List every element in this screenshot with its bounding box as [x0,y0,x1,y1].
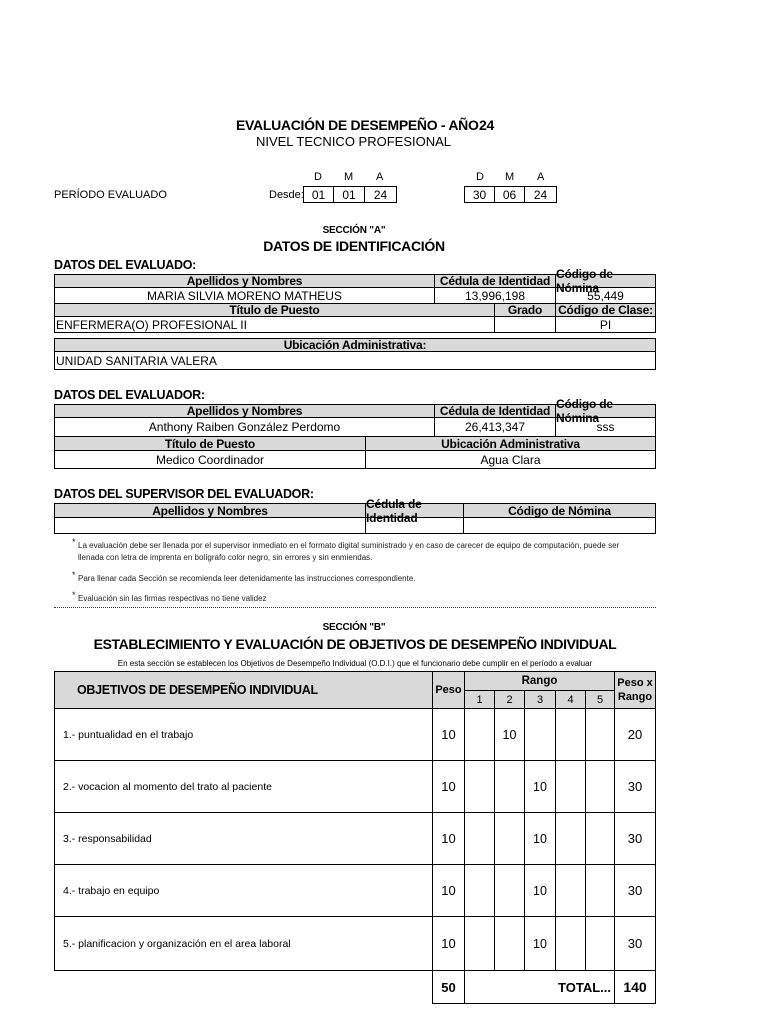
sum-peso: 50 [432,970,465,1004]
obj-h-peso: Peso [432,671,465,709]
col-label-a: A [376,171,384,183]
objetivo-rango-5 [585,812,615,865]
objetivo-total: 30 [614,864,656,917]
evaluado-cedula: 13,996,198 [434,287,556,304]
col-label-m: M [344,171,354,183]
col-label-d: D [314,171,322,183]
obj-h-rango-3: 3 [524,690,556,709]
total-value: 140 [614,970,656,1004]
obj-h-rango-1: 1 [464,690,495,709]
evaluado-grado [494,316,556,333]
objetivo-peso: 10 [432,708,465,761]
objetivo-rango-1 [464,760,495,813]
objetivo-rango-3: 10 [524,812,556,865]
objetivo-rango-2: 10 [494,708,525,761]
hasta-mes: 06 [494,186,525,203]
objetivo-total: 30 [614,760,656,813]
evaluado-ubicacion: UNIDAD SANITARIA VALERA [54,351,656,370]
supervisor-cedula [365,517,464,534]
objetivo-rango-3: 10 [524,916,556,971]
note-3: Evaluación sin las firmas respectivas no tiene validez [78,594,267,603]
objetivo-text: 5.- planificacion y organización en el area laboral [54,916,433,971]
note-asterisk: * [72,537,76,547]
hasta-dia: 30 [464,186,495,203]
seccion-b-label: SECCIÓN "B" [322,622,386,633]
note-asterisk: * [72,590,76,600]
objetivo-rango-2 [494,864,525,917]
objetivo-rango-2 [494,916,525,971]
evaluador-h-cedula: Cédula de Identidad [434,404,556,418]
objetivo-text: 1.- puntualidad en el trabajo [54,708,433,761]
col-label-a2: A [537,171,545,183]
supervisor-nombres [54,517,366,534]
evaluado-h-cedula: Cédula de Identidad [434,274,556,288]
evaluador-h-nombres: Apellidos y Nombres [54,404,435,418]
col-label-m2: M [505,171,515,183]
objetivo-peso: 10 [432,864,465,917]
obj-h-rango-2: 2 [494,690,525,709]
objetivo-rango-5 [585,916,615,971]
evaluador-cedula: 26,413,347 [434,417,556,437]
evaluado-h-codigo: Código de Nómina [555,274,656,288]
desde-ano: 24 [364,186,397,203]
periodo-label: PERÍODO EVALUADO [54,189,167,201]
objetivo-total: 30 [614,812,656,865]
objetivo-rango-4 [555,864,586,917]
col-label-d2: D [476,171,484,183]
objetivo-rango-4 [555,812,586,865]
objetivo-text: 2.- vocacion al momento del trato al paciente [54,760,433,813]
evaluador-heading: DATOS DEL EVALUADOR: [54,388,205,402]
section-divider [54,607,656,608]
evaluador-codigo: sss [555,417,656,437]
objetivo-total: 20 [614,708,656,761]
evaluado-h-grado: Grado [494,303,556,317]
objetivo-rango-4 [555,916,586,971]
objetivo-rango-4 [555,760,586,813]
form-year: 24 [479,117,494,133]
desde-label: Desde: [269,189,304,201]
evaluado-h-nombres: Apellidos y Nombres [54,274,435,288]
objetivo-rango-5 [585,760,615,813]
desde-mes: 01 [333,186,365,203]
objetivo-peso: 10 [432,812,465,865]
evaluado-h-titulo: Título de Puesto [54,303,495,317]
supervisor-codigo [463,517,656,534]
objetivo-rango-5 [585,708,615,761]
objetivo-peso: 10 [432,916,465,971]
note-1a: La evaluación debe ser llenada por el supervisor inmediato en el formato digital suministrado y en caso de carecer de equipo de computación, puede ser [78,541,620,550]
objetivo-rango-1 [464,864,495,917]
form-title: EVALUACIÓN DE DESEMPEÑO - AÑO [236,117,479,133]
seccion-a-label: SECCIÓN "A" [322,225,386,236]
obj-h-pesoxrango-line2: Rango [617,691,653,703]
desde-dia: 01 [303,186,334,203]
evaluado-heading: DATOS DEL EVALUADO: [54,258,196,272]
obj-h-rango: Rango [464,671,615,691]
objetivo-text: 3.- responsabilidad [54,812,433,865]
form-subtitle: NIVEL TECNICO PROFESIONAL [255,134,452,149]
obj-h-objetivos: OBJETIVOS DE DESEMPEÑO INDIVIDUAL [54,671,433,709]
evaluado-titulo: ENFERMERA(O) PROFESIONAL II [54,316,495,333]
seccion-b-title: ESTABLECIMIENTO Y EVALUACIÓN DE OBJETIVOS DE DESEMPEÑO INDIVIDUAL [93,636,617,652]
objetivo-peso: 10 [432,760,465,813]
hasta-ano: 24 [524,186,557,203]
evaluado-h-ubicacion: Ubicación Administrativa: [54,338,656,352]
objetivo-total: 30 [614,916,656,971]
evaluado-codigo: 55,449 [555,287,656,304]
objetivo-rango-1 [464,916,495,971]
objetivo-rango-2 [494,760,525,813]
obj-h-pesoxrango [614,671,656,709]
objetivo-rango-3: 10 [524,760,556,813]
evaluador-nombres: Anthony Raiben González Perdomo [54,417,435,437]
objetivo-rango-1 [464,812,495,865]
supervisor-h-codigo: Código de Nómina [463,503,656,518]
objetivo-rango-3 [524,708,556,761]
evaluador-titulo: Medico Coordinador [54,450,366,469]
obj-h-rango-5: 5 [585,690,615,709]
evaluador-h-codigo: Código de Nómina [555,404,656,418]
objetivo-rango-5 [585,864,615,917]
objetivo-rango-4 [555,708,586,761]
supervisor-heading: DATOS DEL SUPERVISOR DEL EVALUADOR: [54,487,314,501]
obj-h-pesoxrango-line1: Peso x [617,677,653,689]
evaluado-clase: PI [555,316,656,333]
seccion-a-title: DATOS DE IDENTIFICACIÓN [263,238,445,254]
supervisor-h-nombres: Apellidos y Nombres [54,503,366,518]
supervisor-h-cedula: Cédula de Identidad [365,503,464,518]
note-1b: llenada con letra de imprenta en bolígrafo color negro, sin errores y sin enmiendas. [78,553,373,562]
evaluador-ubicacion: Agua Clara [365,450,656,469]
objetivo-rango-1 [464,708,495,761]
total-label: TOTAL... [464,970,615,1004]
note-2: Para llenar cada Sección se recomienda leer detenidamente las instrucciones correspondiente. [78,574,416,583]
evaluado-h-clase: Código de Clase: [555,303,656,317]
seccion-b-intro: En esta sección se establecen los Objetivos de Desempeño Individual (O.D.I.) que el funcionario debe cumplir en el período a evaluar [117,659,593,668]
obj-h-rango-4: 4 [555,690,586,709]
evaluador-h-ubicacion: Ubicación Administrativa [365,436,656,451]
evaluador-h-titulo: Título de Puesto [54,436,366,451]
objetivo-rango-3: 10 [524,864,556,917]
objetivo-text: 4.- trabajo en equipo [54,864,433,917]
evaluado-nombres: MARIA SILVIA MORENO MATHEUS [54,287,435,304]
note-asterisk: * [72,570,76,580]
objetivo-rango-2 [494,812,525,865]
